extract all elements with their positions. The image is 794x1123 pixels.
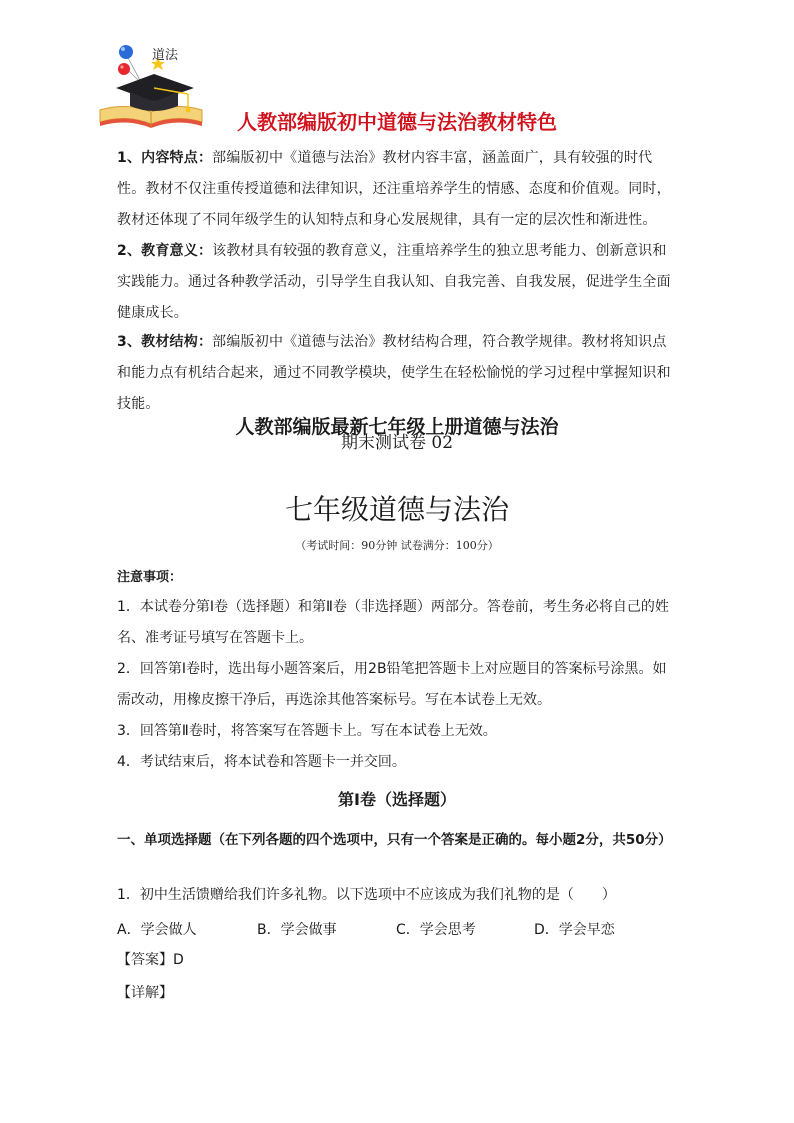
feature-text: 该教材具有较强的教育意义，注重培养学生的独立思考能力、创新意识和实践能力。通过各种教学活动，引导学生自我认知、自我完善、自我发展，促进学生全面健康成长。 bbox=[117, 243, 671, 321]
option-d: D．学会早恋 bbox=[534, 922, 615, 938]
banner-title: 人教部编版初中道德与法治教材特色 bbox=[237, 110, 557, 134]
feature-text: 部编版初中《道德与法治》教材结构合理，符合教学规律。教材将知识点和能力点有机结合起来，通过不同教学模块，使学生在轻松愉悦的学习过程中掌握知识和技能。 bbox=[117, 334, 671, 412]
option-c: C．学会思考 bbox=[396, 922, 476, 938]
detail-label: 【详解】 bbox=[117, 985, 173, 1001]
notice-item: 1．本试卷分第Ⅰ卷（选择题）和第Ⅱ卷（非选择题）两部分。答卷前，考生务必将自己的姓名、准考证号填写在答题卡上。 bbox=[117, 599, 669, 646]
notice-item: 2．回答第Ⅰ卷时，选出每小题答案后，用2B铅笔把答题卡上对应题目的答案标号涂黑。如需改动，用橡皮擦干净后，再选涂其他答案标号。写在本试卷上无效。 bbox=[117, 661, 667, 708]
feature-paragraph-2 bbox=[117, 236, 679, 329]
feature-lead: 1、内容特点： bbox=[117, 150, 213, 166]
question-text: 1．初中生活馈赠给我们许多礼物。以下选项中不应该成为我们礼物的是（ ） bbox=[117, 887, 616, 903]
notice-item: 4．考试结束后，将本试卷和答题卡一并交回。 bbox=[117, 754, 406, 770]
feature-paragraph-1 bbox=[117, 143, 679, 236]
feature-paragraph-3 bbox=[117, 327, 679, 420]
answer-label: 【答案】D bbox=[117, 952, 184, 968]
feature-text: 部编版初中《道德与法治》教材内容丰富，涵盖面广，具有较强的时代性。教材不仅注重传授道德和法律知识，还注重培养学生的情感、态度和价值观。同时，教材还体现了不同年级学生的认知特点和身心发展规律，具有一定的层次性和渐进性。 bbox=[117, 150, 671, 228]
option-a: A．学会做人 bbox=[117, 922, 197, 938]
option-b: B．学会做事 bbox=[257, 922, 337, 938]
feature-lead: 2、教育意义： bbox=[117, 243, 213, 259]
feature-lead: 3、教材结构： bbox=[117, 334, 213, 350]
logo-label: 道法 bbox=[152, 48, 179, 63]
section-title: 第Ⅰ卷（选择题） bbox=[338, 790, 456, 809]
question-instruction: 一、单项选择题（在下列各题的四个选项中，只有一个答案是正确的。每小题2分，共50分） bbox=[117, 832, 672, 848]
question-options bbox=[117, 919, 679, 939]
exam-info: （考试时间：90分钟 试卷满分：100分） bbox=[295, 539, 499, 552]
exam-main-title: 人教部编版最新七年级上册道德与法治 bbox=[235, 416, 559, 438]
exam-sub-title: 期末测试卷 02 bbox=[340, 433, 454, 453]
notice-list bbox=[117, 592, 679, 778]
notice-item: 3．回答第Ⅱ卷时，将答案写在答题卡上。写在本试卷上无效。 bbox=[117, 723, 497, 739]
exam-big-title: 七年级道德与法治 bbox=[284, 493, 509, 526]
notice-title: 注意事项： bbox=[117, 570, 183, 585]
